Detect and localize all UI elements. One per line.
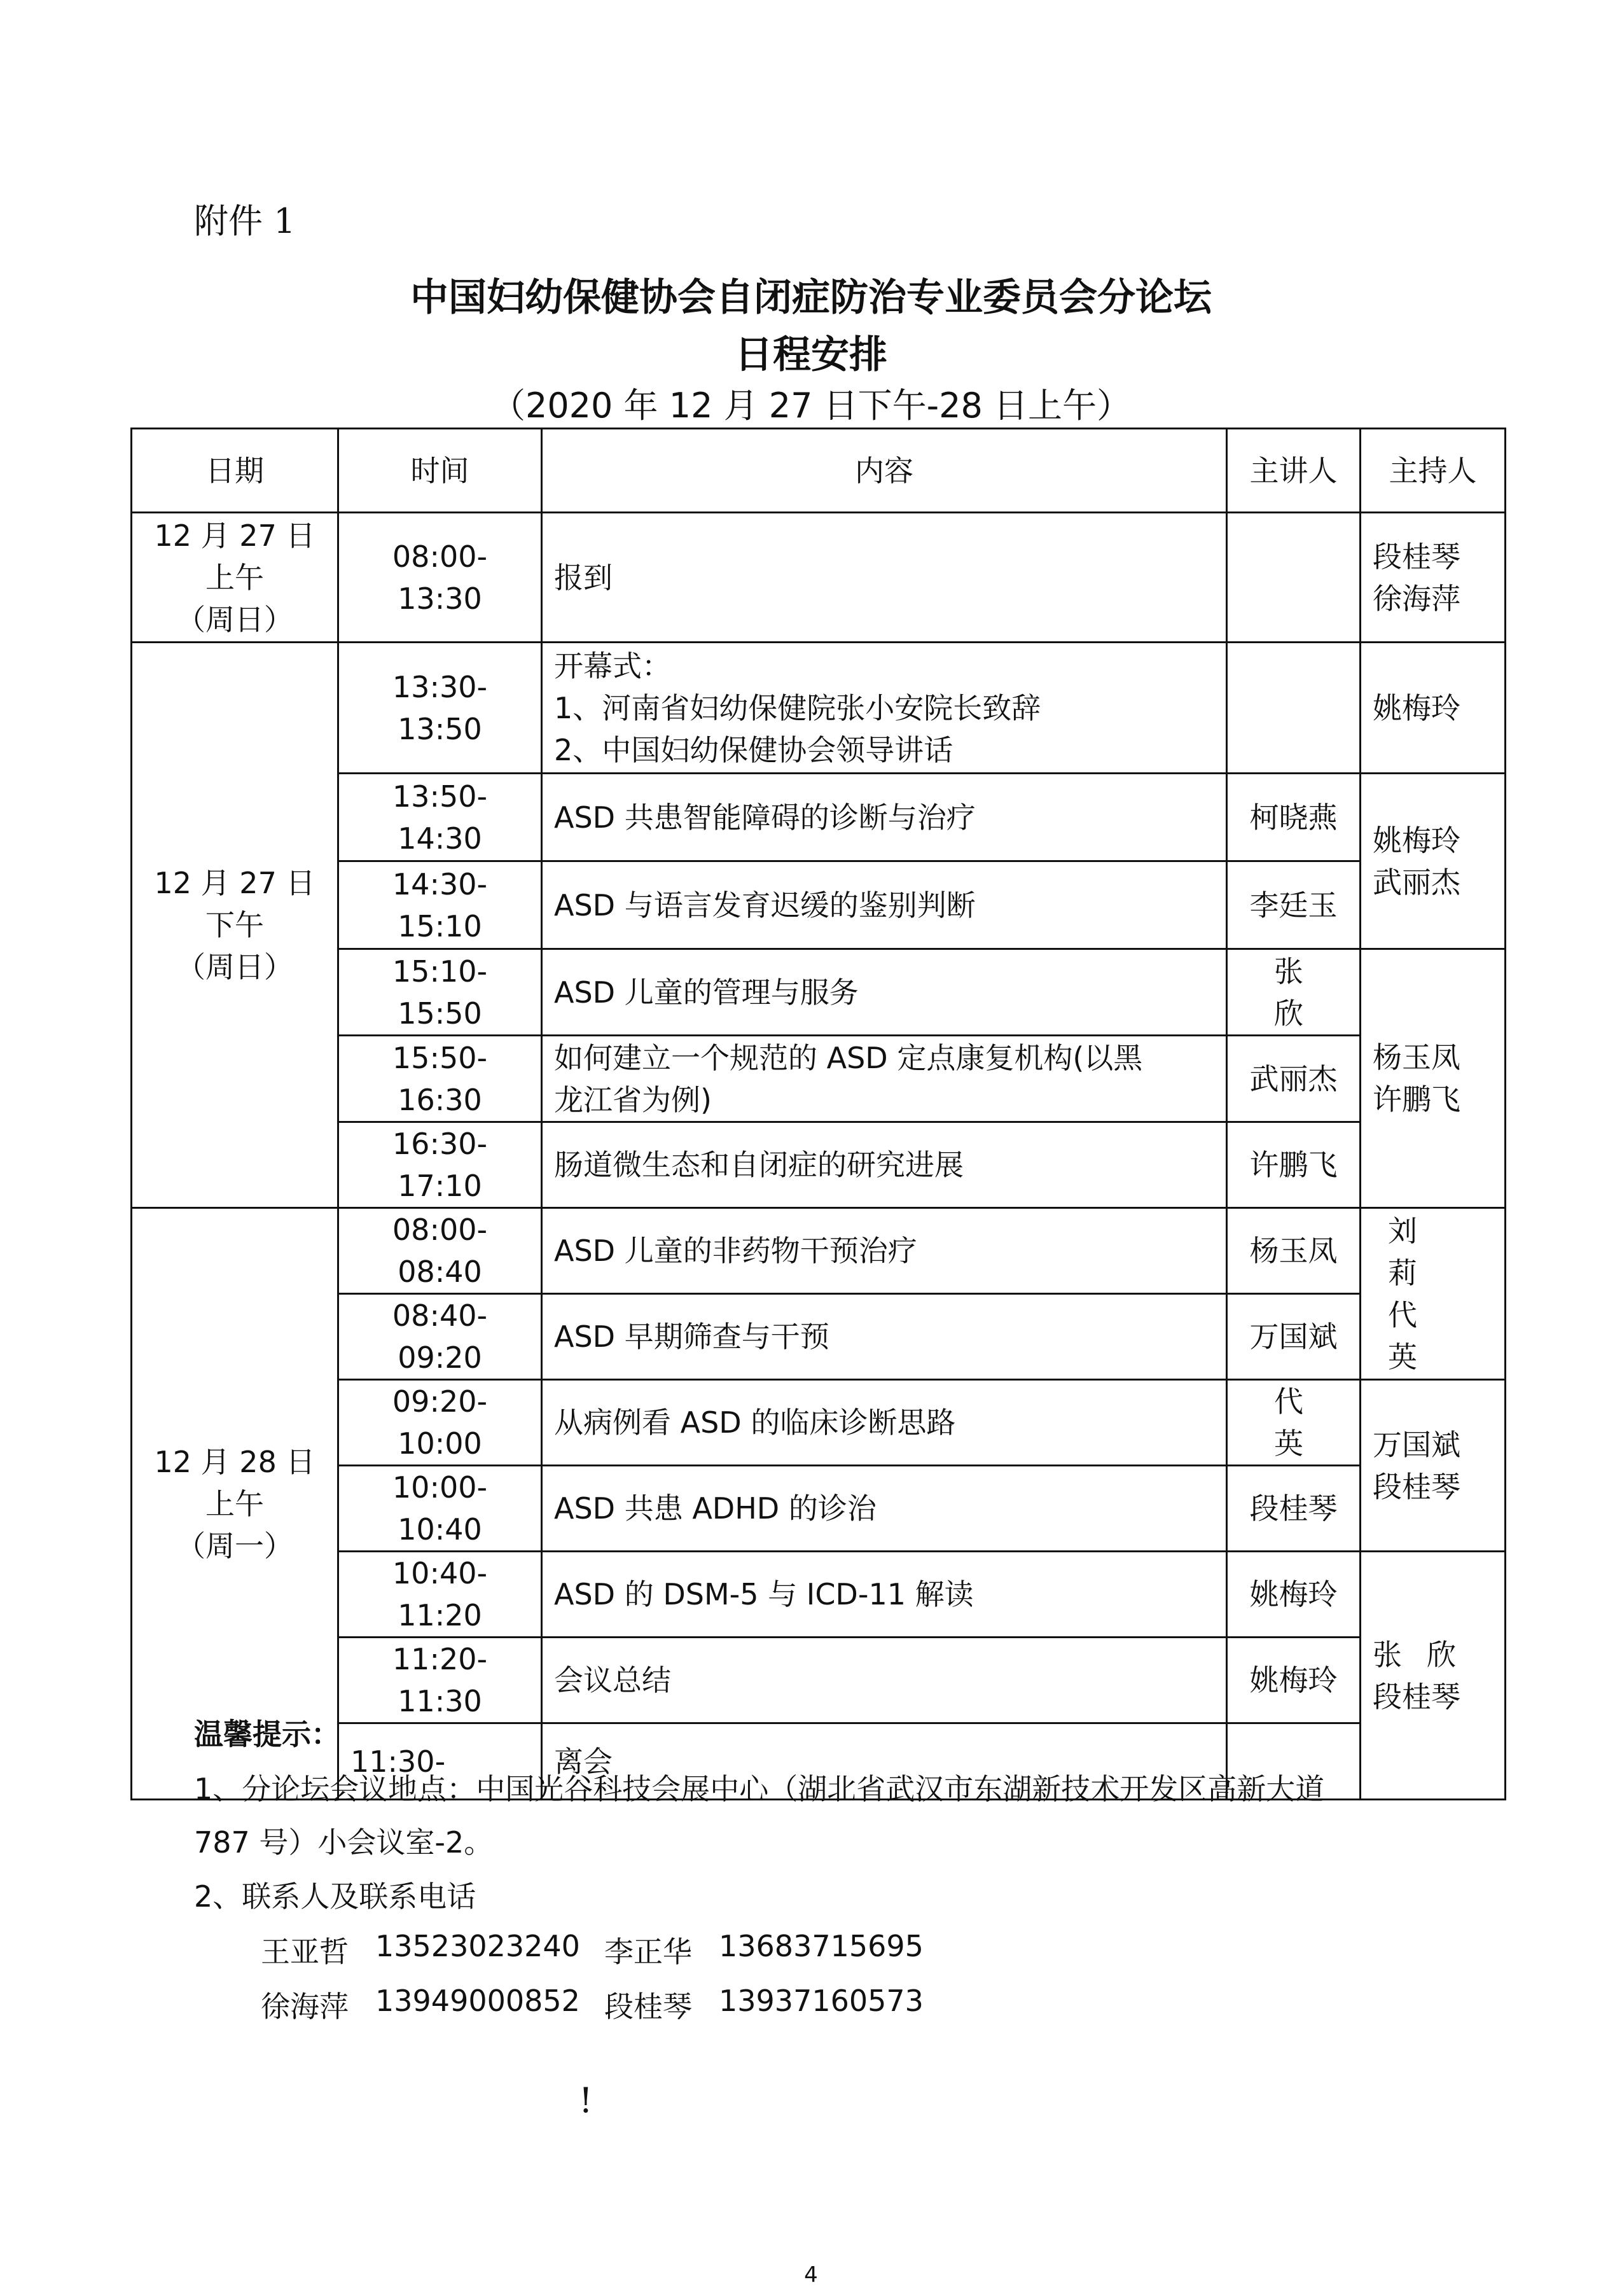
date-period: 上午	[205, 560, 264, 595]
host-cell	[1361, 1380, 1506, 1552]
speaker-cell: 杨玉凤	[1227, 1208, 1361, 1294]
time-cell: 10:00-10:40	[338, 1466, 542, 1552]
content-cell: 会议总结	[542, 1638, 1227, 1723]
content-cell: ASD 儿童的管理与服务	[542, 949, 1227, 1036]
host-name: 代英	[1388, 1297, 1443, 1374]
date-range: （2020 年 12 月 27 日下午-28 日上午）	[490, 386, 1132, 426]
host-name: 张欣	[1373, 1637, 1481, 1672]
content-line: 开幕式：	[554, 648, 671, 683]
contact-name: 王亚哲	[261, 1935, 349, 1969]
host-name: 万国斌	[1373, 1427, 1460, 1462]
page-number: 4	[804, 2262, 818, 2288]
content-line: 2、中国妇幼保健协会领导讲话	[554, 732, 953, 767]
speaker-cell: 张欣	[1227, 949, 1361, 1036]
time-cell: 10:40-11:20	[338, 1552, 542, 1638]
host-name: 姚梅玲	[1373, 823, 1460, 858]
time-cell: 16:30-17:10	[338, 1122, 542, 1208]
tip-venue-line2: 787 号）小会议室-2。	[194, 1825, 494, 1860]
speaker-cell: 段桂琴	[1227, 1466, 1361, 1552]
content-cell: 离会	[542, 1723, 1227, 1800]
contact-phone: 13683715695	[719, 1929, 924, 1963]
tip-contacts-heading: 2、联系人及联系电话	[194, 1879, 476, 1914]
tip-venue-line1: 1、分论坛会议地点：中国光谷科技会展中心（湖北省武汉市东湖新技术开发区高新大道	[194, 1772, 1325, 1806]
host-name: 刘莉	[1388, 1213, 1443, 1290]
contact-name: 李正华	[604, 1935, 692, 1969]
speaker-cell: 姚梅玲	[1227, 1552, 1361, 1638]
speaker-cell: 万国斌	[1227, 1294, 1361, 1380]
content-cell: 从病例看 ASD 的临床诊断思路	[542, 1380, 1227, 1466]
table-row	[132, 513, 1506, 643]
time-cell: 13:50-14:30	[338, 774, 542, 861]
time-cell: 08:00-13:30	[338, 513, 542, 643]
host-cell	[1361, 1208, 1506, 1380]
host-name: 姚梅玲	[1373, 690, 1460, 725]
time-cell: 15:10-15:50	[338, 949, 542, 1036]
content-cell: ASD 儿童的非药物干预治疗	[542, 1208, 1227, 1294]
date-text: 12 月 27 日	[154, 866, 315, 900]
host-name: 杨玉凤	[1373, 1040, 1460, 1075]
host-cell	[1361, 513, 1506, 643]
time-cell: 09:20-10:00	[338, 1380, 542, 1466]
date-cell	[132, 643, 338, 1208]
date-weekday: （周一）	[176, 1528, 293, 1563]
speaker-cell: 柯晓燕	[1227, 774, 1361, 861]
content-cell	[542, 643, 1227, 774]
date-weekday: （周日）	[176, 602, 293, 637]
date-cell	[132, 513, 338, 643]
time-cell: 13:30-13:50	[338, 643, 542, 774]
host-cell	[1361, 774, 1506, 949]
time-cell: 08:40-09:20	[338, 1294, 542, 1380]
content-cell: 肠道微生态和自闭症的研究进展	[542, 1122, 1227, 1208]
time-cell: 11:30-	[338, 1723, 542, 1800]
speaker-cell: 代英	[1227, 1380, 1361, 1466]
content-cell: 报到	[542, 513, 1227, 643]
speaker-cell: 武丽杰	[1227, 1036, 1361, 1122]
contact-phone: 13949000852	[375, 1984, 580, 2018]
stray-mark: !	[579, 2080, 593, 2120]
content-cell: ASD 的 DSM-5 与 ICD-11 解读	[542, 1552, 1227, 1638]
date-text: 12 月 28 日	[154, 1444, 315, 1479]
contact-name: 段桂琴	[604, 1989, 692, 2024]
document-title: 中国妇幼保健协会自闭症防治专业委员会分论坛	[410, 275, 1212, 320]
contact-name: 徐海萍	[261, 1989, 349, 2024]
date-weekday: （周日）	[176, 950, 293, 984]
header-content: 内容	[542, 429, 1227, 513]
content-cell: ASD 与语言发育迟缓的鉴别判断	[542, 861, 1227, 949]
header-speaker: 主讲人	[1227, 429, 1361, 513]
header-date: 日期	[132, 429, 338, 513]
speaker-cell	[1227, 513, 1361, 643]
header-host: 主持人	[1361, 429, 1506, 513]
host-cell	[1361, 1552, 1506, 1800]
tips-title: 温馨提示：	[194, 1717, 340, 1751]
time-cell: 08:00-08:40	[338, 1208, 542, 1294]
content-line: 1、河南省妇幼保健院张小安院长致辞	[554, 690, 1041, 725]
date-cell	[132, 1208, 338, 1800]
content-cell: ASD 早期筛查与干预	[542, 1294, 1227, 1380]
time-cell: 15:50-16:30	[338, 1036, 542, 1122]
schedule-table	[130, 428, 1506, 1800]
contact-phone: 13523023240	[375, 1929, 580, 1963]
host-name: 段桂琴	[1373, 539, 1460, 574]
contact-phone: 13937160573	[719, 1984, 924, 2018]
table-row	[132, 643, 1506, 774]
host-name: 徐海萍	[1373, 581, 1460, 616]
content-cell: ASD 共患 ADHD 的诊治	[542, 1466, 1227, 1552]
document-subtitle: 日程安排	[735, 333, 887, 377]
time-cell: 14:30-15:10	[338, 861, 542, 949]
table-row	[132, 1208, 1506, 1294]
time-cell: 11:20-11:30	[338, 1638, 542, 1723]
content-line: 如何建立一个规范的 ASD 定点康复机构(以黑	[554, 1040, 1143, 1075]
speaker-cell: 姚梅玲	[1227, 1638, 1361, 1723]
speaker-cell: 许鹏飞	[1227, 1122, 1361, 1208]
host-name: 段桂琴	[1373, 1469, 1460, 1504]
date-period: 下午	[205, 908, 264, 942]
header-time: 时间	[338, 429, 542, 513]
speaker-cell: 李廷玉	[1227, 861, 1361, 949]
speaker-cell	[1227, 643, 1361, 774]
content-cell: ASD 共患智能障碍的诊断与治疗	[542, 774, 1227, 861]
host-cell	[1361, 949, 1506, 1208]
date-text: 12 月 27 日	[154, 518, 315, 553]
table-header-row	[132, 429, 1506, 513]
attachment-label: 附件 1	[194, 201, 296, 241]
host-cell	[1361, 643, 1506, 774]
host-name: 许鹏飞	[1373, 1082, 1460, 1117]
date-period: 上午	[205, 1486, 264, 1521]
content-cell	[542, 1036, 1227, 1122]
host-name: 武丽杰	[1373, 865, 1460, 900]
host-name: 段桂琴	[1373, 1679, 1460, 1714]
content-line: 龙江省为例)	[554, 1082, 712, 1117]
